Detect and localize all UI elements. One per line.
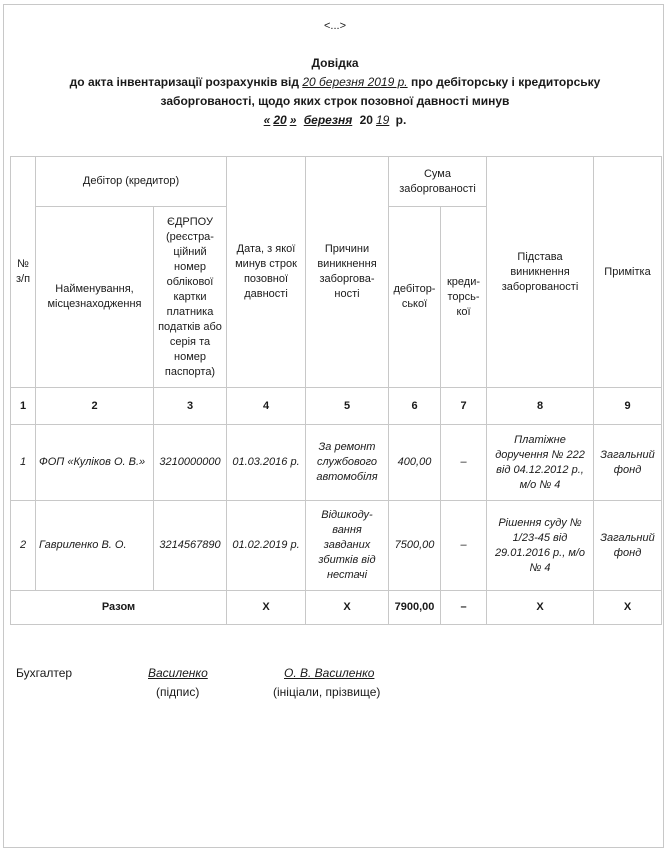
omission-mark: <...> [323, 20, 347, 32]
header-note: Примітка [594, 157, 662, 388]
date-year-suffix: 19 [375, 113, 390, 127]
total-credit: – [441, 591, 487, 625]
heading-line-2: заборгованості, щодо яких строк позовної давності минув [160, 94, 510, 108]
column-number: 9 [594, 388, 662, 425]
date-close-quote: » [289, 113, 297, 127]
row-edrpou: 3210000000 [154, 425, 227, 501]
row-debit: 7500,00 [389, 501, 441, 591]
header-debit: дебітор-ської [389, 207, 441, 388]
header-edrpou: ЄДРПОУ (реєстра-ційний номер облікової картки платника податків або серія та номер паспорта) [154, 207, 227, 388]
row-note: Загальний фонд [594, 425, 662, 501]
total-date: Х [227, 591, 306, 625]
column-numbers-row [11, 388, 662, 425]
table-row [11, 501, 662, 591]
signature-role: Бухгалтер [16, 666, 73, 680]
row-note: Загальний фонд [594, 501, 662, 591]
date-year-prefix: 20 [359, 113, 373, 127]
header-date: Дата, з якої минув строк позовної давності [227, 157, 306, 388]
total-row [11, 591, 662, 625]
write-off-table [10, 156, 662, 625]
header-sum-group: Сума заборгованості [389, 157, 487, 207]
row-reason: За ремонт службового автомобіля [306, 425, 389, 501]
signature-block [148, 666, 208, 699]
row-basis: Платіжне доручення № 222 від 04.12.2012 р., м/о № 4 [487, 425, 594, 501]
row-debit: 400,00 [389, 425, 441, 501]
row-credit: – [441, 425, 487, 501]
column-number: 1 [11, 388, 36, 425]
header-credit: креди-торсь-кої [441, 207, 487, 388]
heading-line-1-prefix: до акта інвентаризації розрахунків від [69, 75, 299, 89]
document-heading [0, 54, 670, 130]
total-label: Разом [11, 591, 227, 625]
date-year-unit: р. [395, 113, 407, 127]
header-name: Найменування, місцезнаходження [36, 207, 154, 388]
header-reasons: Причини виникнення заборгова-ності [306, 157, 389, 388]
total-note: Х [594, 591, 662, 625]
column-number: 4 [227, 388, 306, 425]
header-basis: Підстава виникнення заборгованості [487, 157, 594, 388]
row-no: 1 [11, 425, 36, 501]
row-date: 01.03.2016 р. [227, 425, 306, 501]
row-reason: Відшкоду-вання завданих збитків від нестачі [306, 501, 389, 591]
row-edrpou: 3214567890 [154, 501, 227, 591]
column-number: 3 [154, 388, 227, 425]
row-name: ФОП «Куліков О. В.» [36, 425, 154, 501]
header-row-1 [11, 157, 662, 207]
column-number: 6 [389, 388, 441, 425]
table-row [11, 425, 662, 501]
name-caption: (ініціали, прізвище) [273, 685, 381, 699]
total-basis: Х [487, 591, 594, 625]
heading-line-1 [0, 73, 670, 92]
column-number: 5 [306, 388, 389, 425]
date-open-quote: « [263, 113, 271, 127]
total-reason: Х [306, 591, 389, 625]
document-title: Довідка [311, 56, 359, 70]
name-block [273, 666, 381, 699]
name-value: О. В. Василенко [284, 666, 375, 680]
column-number: 7 [441, 388, 487, 425]
heading-date [0, 111, 670, 130]
row-name: Гавриленко В. О. [36, 501, 154, 591]
column-number: 2 [36, 388, 154, 425]
heading-line-1-suffix: про дебіторську і кредиторську [410, 75, 601, 89]
signature-caption: (підпис) [156, 685, 200, 699]
header-debtor-group: Дебітор (кредитор) [36, 157, 227, 207]
row-credit: – [441, 501, 487, 591]
header-no: № з/п [11, 157, 36, 388]
row-basis: Рішення суду № 1/23-45 від 29.01.2016 р., м/о № 4 [487, 501, 594, 591]
signature-value: Василенко [148, 666, 208, 680]
total-debit: 7900,00 [389, 591, 441, 625]
date-day: 20 [273, 113, 287, 127]
act-date: 20 березня 2019 р. [302, 75, 408, 89]
date-month: березня [303, 113, 353, 127]
column-number: 8 [487, 388, 594, 425]
row-date: 01.02.2019 р. [227, 501, 306, 591]
row-no: 2 [11, 501, 36, 591]
